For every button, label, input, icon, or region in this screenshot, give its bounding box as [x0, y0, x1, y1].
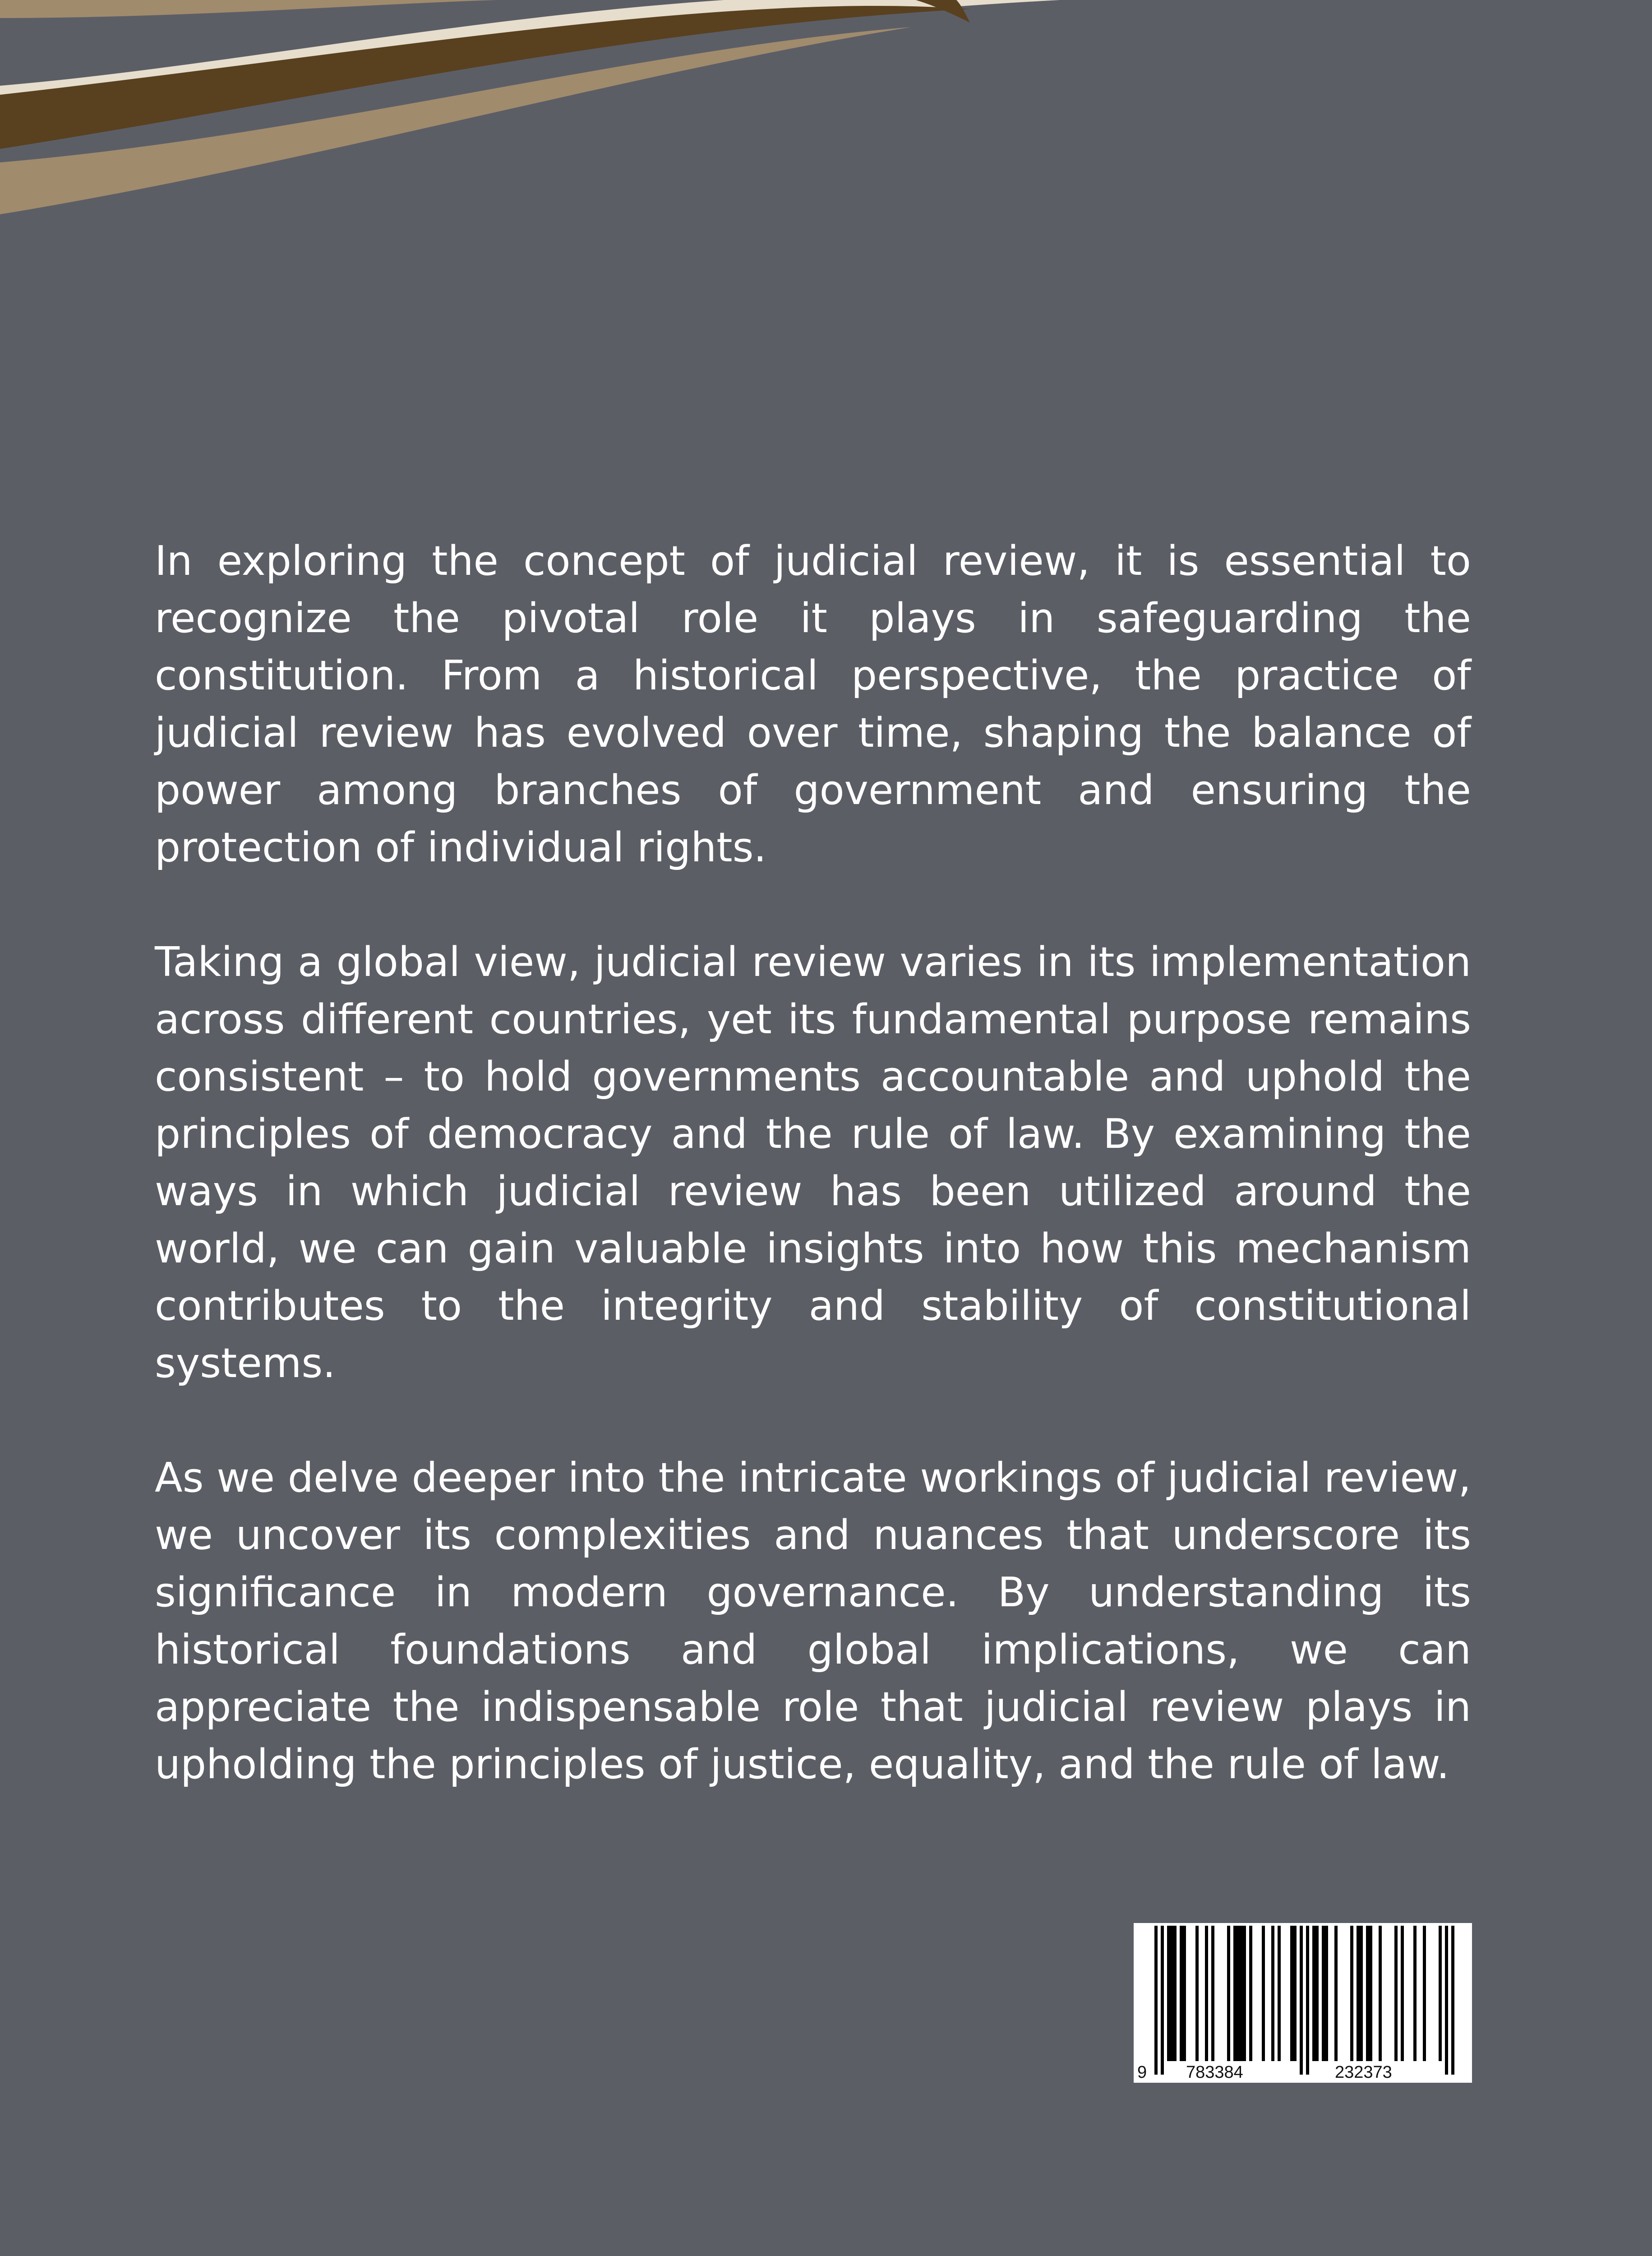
barcode-guard-bar	[1306, 1926, 1309, 2075]
barcode-bar	[1195, 1926, 1199, 2061]
barcode-bar	[1211, 1926, 1214, 2061]
barcode-guard-bar	[1161, 1926, 1164, 2075]
isbn-barcode	[1134, 1923, 1472, 2083]
blurb-text	[155, 532, 1471, 1850]
barcode-bar	[1423, 1926, 1426, 2061]
blurb-paragraph-1: In exploring the concept of judicial review, it is essential to recognize the pivotal role it plays in safeguarding the constitution. From a historical perspective, the practice of judicial review has evolved over time, shaping the balance of power among branches of government and ensuring the protection of individual rights.	[155, 537, 1471, 871]
barcode-bars	[1134, 1923, 1472, 2083]
barcode-right-group: 232373	[1332, 2062, 1395, 2083]
barcode-first-digit: 9	[1135, 2062, 1149, 2083]
barcode-bar	[1394, 1926, 1398, 2061]
barcode-bar	[1413, 1926, 1417, 2061]
barcode-bar	[1334, 1926, 1338, 2061]
blurb-paragraph-2: Taking a global view, judicial review varies in its implementation across different countries, yet its fundamental purpose remains consistent – to hold governments accountable and uphold the principles of democracy and the rule of law. By examining the ways in which judicial review has been utilized around the world, we can gain valuable insights into how this mechanism contributes to the integrity and stability of constitutional systems.	[155, 938, 1471, 1387]
barcode-bar	[1322, 1926, 1328, 2061]
barcode-bar	[1350, 1926, 1353, 2061]
barcode-guard-bar	[1451, 1926, 1454, 2075]
barcode-bar	[1180, 1926, 1186, 2061]
barcode-bar	[1262, 1926, 1265, 2061]
barcode-bar	[1205, 1926, 1208, 2061]
barcode-bar	[1366, 1926, 1372, 2061]
barcode-guard-bar	[1154, 1926, 1158, 2075]
barcode-bar	[1278, 1926, 1281, 2061]
barcode-guard-bar	[1300, 1926, 1303, 2075]
barcode-bar	[1227, 1926, 1230, 2061]
barcode-bar	[1379, 1926, 1382, 2061]
swoosh-upper-wave	[0, 0, 496, 18]
barcode-bar	[1167, 1926, 1177, 2061]
barcode-bar	[1233, 1926, 1246, 2061]
barcode-bar	[1249, 1926, 1252, 2061]
barcode-bar	[1312, 1926, 1319, 2061]
barcode-guard-bar	[1445, 1926, 1448, 2075]
blurb-paragraph-3: As we delve deeper into the intricate workings of judicial review, we uncover its complexities and nuances that underscore its significance in modern governance. By understanding its historical foundations and global implications, we can appreciate the indispensable role that judicial review plays in upholding the principles of justice, equality, and the rule of law.	[155, 1454, 1471, 1788]
barcode-bar	[1290, 1926, 1297, 2061]
barcode-bar	[1401, 1926, 1404, 2061]
barcode-bar	[1357, 1926, 1363, 2061]
barcode-digits	[1134, 2062, 1472, 2083]
decorative-swoosh-graphic	[0, 0, 1652, 235]
barcode-bar	[1271, 1926, 1274, 2061]
barcode-left-group: 783384	[1183, 2062, 1246, 2083]
barcode-bar	[1439, 1926, 1442, 2061]
